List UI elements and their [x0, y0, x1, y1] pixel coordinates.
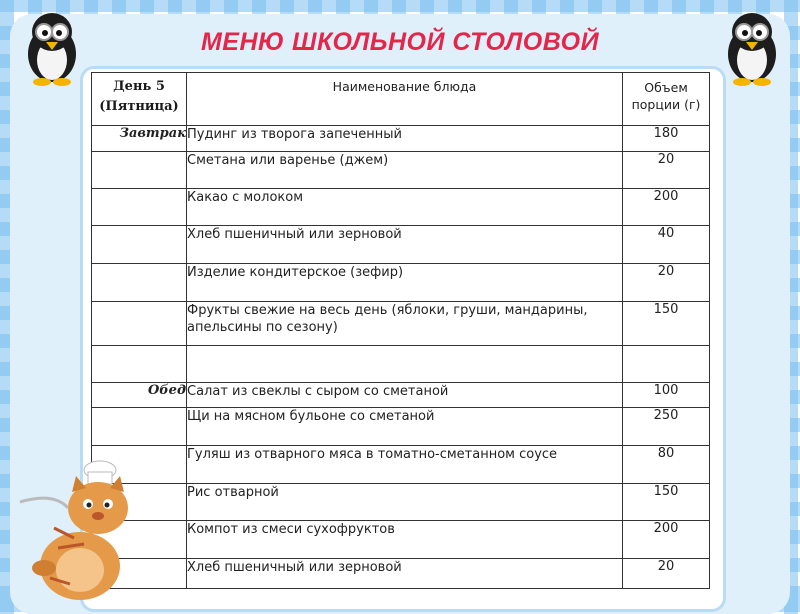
table-row — [92, 383, 710, 408]
meal-cell — [92, 189, 187, 226]
dish-column-header: Наименование блюда — [187, 73, 623, 126]
amount-cell: 180 — [623, 126, 710, 152]
chef-cat-icon — [14, 458, 138, 600]
meal-cell — [92, 152, 187, 189]
dish-cell: Изделие кондитерское (зефир) — [187, 264, 623, 302]
table-row — [92, 226, 710, 264]
dish-cell: Щи на мясном бульоне со сметаной — [187, 408, 623, 446]
amount-cell — [623, 346, 710, 383]
table-row — [92, 126, 710, 152]
dish-cell: Какао с молоком — [187, 189, 623, 226]
amount-cell: 80 — [623, 446, 710, 484]
dish-cell: Гуляш из отварного мяса в томатно-сметанном соусе — [187, 446, 623, 484]
meal-cell — [92, 302, 187, 346]
dish-cell: Компот из смеси сухофруктов — [187, 521, 623, 559]
penguin-left-icon — [12, 6, 92, 86]
dish-cell: Фрукты свежие на весь день (яблоки, груши, мандарины, апельсины по сезону) — [187, 302, 623, 346]
table-row — [92, 189, 710, 226]
amount-cell: 250 — [623, 408, 710, 446]
amount-cell: 200 — [623, 521, 710, 559]
amount-cell: 150 — [623, 484, 710, 521]
day-label: День 5 — [113, 79, 165, 94]
table-row — [92, 408, 710, 446]
penguin-right-icon — [712, 6, 792, 86]
amount-cell: 20 — [623, 264, 710, 302]
table-row — [92, 559, 710, 589]
table-row — [92, 521, 710, 559]
volume-label: Объем — [644, 80, 688, 95]
dish-cell: Хлеб пшеничный или зерновой — [187, 226, 623, 264]
dish-cell: Пудинг из творога запеченный — [187, 126, 623, 152]
amount-cell: 150 — [623, 302, 710, 346]
page-title: МЕНЮ ШКОЛЬНОЙ СТОЛОВОЙ — [200, 28, 600, 56]
amount-cell: 200 — [623, 189, 710, 226]
amount-cell: 100 — [623, 383, 710, 408]
table-row — [92, 264, 710, 302]
menu-table — [91, 72, 710, 589]
table-row — [92, 484, 710, 521]
meal-cell — [92, 226, 187, 264]
dish-cell: Хлеб пшеничный или зерновой — [187, 559, 623, 589]
meal-cell: Завтрак — [92, 126, 187, 152]
volume-column-header — [623, 73, 710, 126]
table-row — [92, 446, 710, 484]
meal-cell — [92, 264, 187, 302]
weekday-label: (Пятница) — [99, 99, 179, 114]
table-row — [92, 346, 710, 383]
amount-cell: 40 — [623, 226, 710, 264]
amount-cell: 20 — [623, 559, 710, 589]
portion-label: порции (г) — [631, 97, 701, 112]
dish-cell — [187, 346, 623, 383]
dish-cell: Сметана или варенье (джем) — [187, 152, 623, 189]
meal-cell — [92, 346, 187, 383]
dish-cell: Рис отварной — [187, 484, 623, 521]
meal-cell: Обед — [92, 383, 187, 408]
meal-cell — [92, 408, 187, 446]
table-header-row — [92, 73, 710, 126]
table-row — [92, 302, 710, 346]
dish-cell: Салат из свеклы с сыром со сметаной — [187, 383, 623, 408]
day-header — [92, 73, 187, 126]
amount-cell: 20 — [623, 152, 710, 189]
table-row — [92, 152, 710, 189]
